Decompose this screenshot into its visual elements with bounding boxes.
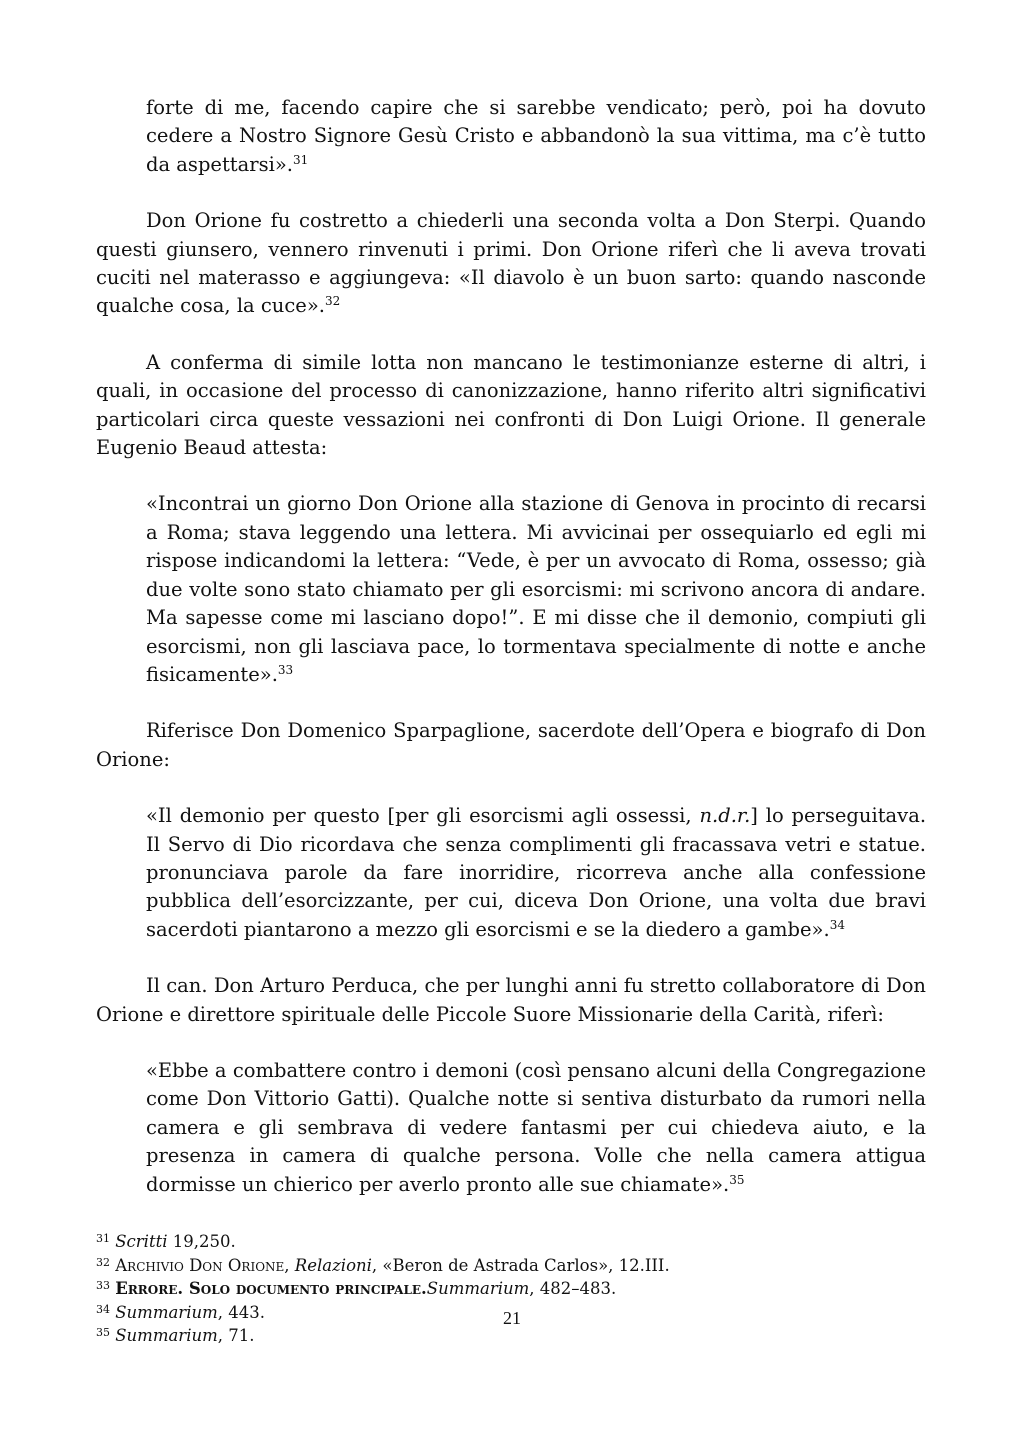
footnote-ref-34[interactable]: 34 (829, 917, 845, 932)
paragraph-7: Il can. Don Arturo Perduca, che per lunghi anni fu stretto collaboratore di Don Orione e direttore spirituale delle Piccole Suore Missionarie della Carità, riferì: (96, 974, 926, 1026)
quote-sparpaglione: «Il demonio per questo [per gli esorcismi agli ossessi, n.d.r.] lo perseguitava. Il Servo di Dio ricordava che senza complimenti gli fracassava vetri e statue. pronunciava parole da fare inorridire, ricorreva anche alla confessione pubblica dell’esorcizzante, per cui, diceva Don Orione, una volta due bravi sacerdoti piantarono a mezzo gli esorcismi e se la diedero a gambe».$^{34}$ (146, 804, 927, 941)
paragraph-5: Riferisce Don Domenico Sparpaglione, sacerdote dell’Opera e biografo di Don Orione: (96, 719, 926, 771)
footnote-ref-35[interactable]: 35 (729, 1172, 745, 1187)
footnote-ref-31[interactable]: 31 (292, 152, 309, 167)
quote-perduca: «Ebbe a combattere contro i demoni (così pensano alcuni della Congregazione come Don Vittorio Gatti). Qualche notte si sentiva disturbato da rumori nella camera e gli sembrava di vedere fantasmi per cui chiedeva aiuto, e la presenza in camera di qualche persona. Volle che nella camera attigua dormisse un chierico per averlo pronto alle sue chiamate».$^{35}$ (146, 1058, 926, 1196)
footnote-32: $^{32}$ Archivio Don Orione, Relazioni, «Beron de Astrada Carlos», 12.III. (96, 1255, 670, 1275)
footnote-31: $^{31}$ Scritti 19,250. (96, 1232, 236, 1251)
footnote-ref-32[interactable]: 32 (324, 294, 341, 309)
paragraph-3: A conferma di simile lotta non mancano le testimonianze esterne di altri, i quali, in occasione del processo di canonizzazione, hanno riferito altri significativi particolari circa queste vessazioni nei confronti di Don Luigi Orione. Il generale Eugenio Beaud attesta: (96, 350, 926, 460)
footnote-35: $^{35}$ Summarium, 71. (96, 1326, 255, 1345)
paragraph-1: forte di me, facendo capire che si sarebbe vendicato; però, poi ha dovuto cedere a Nostro Signore Gesù Cristo e abbandonò la sua vittima, ma c’è tutto da aspettarsi».$^{31}$ (146, 96, 926, 176)
footnotes (96, 1230, 926, 1348)
footnote-33: $^{33}$ Errore. Solo documento principale.Summarium, 482–483. (96, 1279, 617, 1298)
quote-beaud: «Incontrai un giorno Don Orione alla stazione di Genova in procinto di recarsi a Roma; stava leggendo una lettera. Mi avvicinai per ossequiarlo ed egli mi rispose indicandomi la lettera: “Vede, è per un avvocato di Roma, ossesso; già due volte sono stato chiamato per gli esorcismi: mi scrivono ancora di andare. Ma sapesse come mi lasciano dopo!”. E mi disse che il demonio, compiuti gli esorcismi, non gli lasciava pace, lo tormentava specialmente di notte e anche fisicamente».$^{33}$ (146, 492, 926, 686)
footnote-34: $^{34}$ Summarium, 443. (96, 1302, 265, 1322)
page-body (96, 94, 926, 1199)
paragraph-2: Don Orione fu costretto a chiederli una seconda volta a Don Sterpi. Quando questi giunsero, vennero rinvenuti i primi. Don Orione riferì che li aveva trovati cuciti nel materasso e aggiungeva: «Il diavolo è un buon sarto: quando nasconde qualche cosa, la cuce».$^{32}$ (96, 209, 926, 318)
footnote-ref-33[interactable]: 33 (277, 662, 294, 677)
page-number: 21 (503, 1308, 521, 1328)
